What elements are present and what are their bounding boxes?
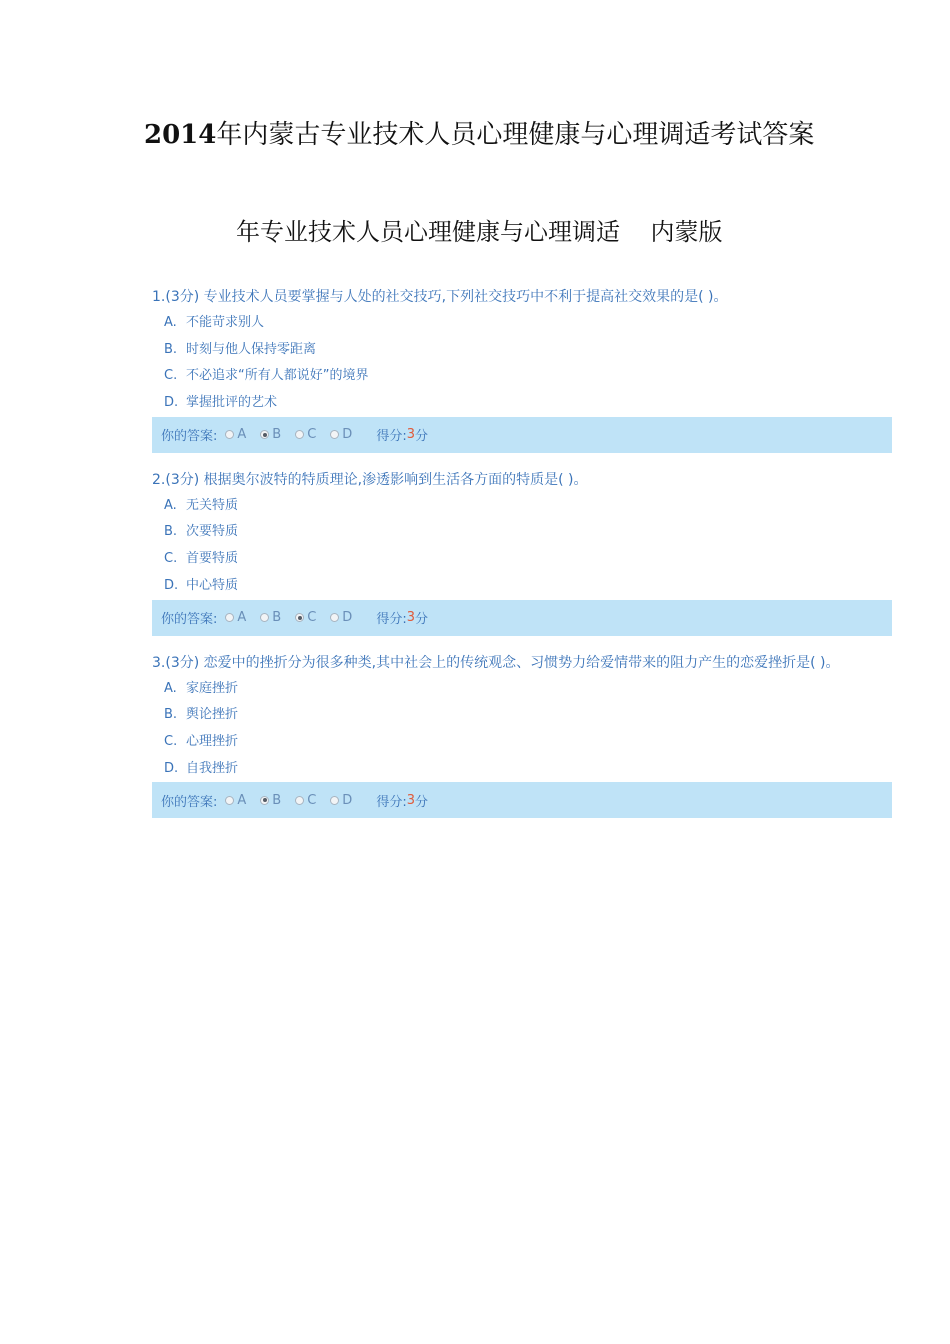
choice-letter: A (237, 792, 247, 808)
radio-button[interactable] (330, 796, 339, 805)
score-value: 3 (406, 610, 415, 625)
radio-button[interactable] (295, 613, 304, 622)
score-value: 3 (406, 427, 415, 443)
score-unit: 分 (414, 612, 428, 627)
answer-label: 你的答案: (161, 612, 218, 627)
option-item (164, 363, 906, 390)
option-item (164, 702, 906, 729)
option-letter: B. (164, 341, 178, 357)
document-subtitle: 年专业技术人员心理健康与心理调适 内蒙版 (236, 218, 723, 246)
answer-choice-a[interactable] (225, 793, 246, 808)
choice-letter: B (272, 610, 282, 625)
radio-button[interactable] (295, 796, 304, 805)
answer-choice-d[interactable] (330, 793, 352, 808)
option-text: 心理挫折 (186, 733, 239, 749)
answer-choice-c[interactable] (295, 793, 316, 808)
option-list (152, 676, 906, 783)
answer-choice-d[interactable] (330, 610, 352, 625)
option-item (164, 546, 906, 573)
option-letter: D. (164, 577, 179, 593)
choice-letter: D (342, 610, 353, 625)
option-text: 舆论挫折 (186, 707, 239, 723)
answer-choice-b[interactable] (260, 427, 281, 442)
option-item (164, 729, 906, 756)
option-item (164, 573, 906, 600)
option-letter: A. (164, 680, 177, 696)
radio-button[interactable] (330, 430, 339, 439)
question-text: 3.(3分) 恋爱中的挫折分为很多种类,其中社会上的传统观念、习惯势力给爱情带来的阻力产生的恋爱挫折是( )。 (152, 654, 840, 671)
option-text: 无关特质 (186, 497, 239, 513)
score-label: 得分: (376, 429, 407, 445)
option-letter: A. (164, 315, 177, 330)
option-text: 中心特质 (186, 577, 239, 593)
option-item (164, 390, 906, 417)
answer-choice-a[interactable] (225, 610, 246, 625)
score-label: 得分: (376, 612, 407, 627)
answer-radio-group (225, 610, 366, 625)
score-unit: 分 (414, 429, 428, 445)
radio-button[interactable] (225, 430, 234, 439)
option-item (164, 310, 906, 337)
answer-radio-group (225, 427, 366, 442)
option-item (164, 519, 906, 546)
choice-letter: C (307, 792, 317, 808)
answer-label: 你的答案: (161, 794, 218, 810)
option-item (164, 337, 906, 364)
document-title (144, 110, 824, 160)
option-letter: B. (164, 707, 178, 723)
document-title-year: 2014 (144, 120, 217, 150)
choice-letter: B (272, 427, 282, 443)
option-item (164, 756, 906, 783)
radio-button[interactable] (260, 613, 269, 622)
choice-letter: C (307, 610, 317, 625)
radio-button[interactable] (330, 613, 339, 622)
question-2 (152, 467, 906, 636)
option-text: 家庭挫折 (186, 680, 239, 696)
option-item (164, 676, 906, 703)
choice-letter: D (342, 427, 353, 443)
answer-label: 你的答案: (161, 429, 218, 445)
answer-radio-group (225, 793, 366, 808)
answer-bar (152, 600, 892, 636)
radio-button[interactable] (260, 430, 269, 439)
answer-choice-a[interactable] (225, 427, 246, 442)
option-list (152, 493, 906, 600)
choice-letter: D (342, 792, 353, 808)
option-text: 时刻与他人保持零距离 (186, 341, 317, 357)
answer-choice-b[interactable] (260, 793, 281, 808)
choice-letter: C (307, 427, 317, 443)
option-text: 不必追求“所有人都说好”的境界 (186, 368, 369, 384)
answer-choice-c[interactable] (295, 427, 316, 442)
radio-button[interactable] (260, 796, 269, 805)
option-text: 掌握批评的艺术 (186, 395, 278, 411)
option-list (152, 310, 906, 417)
option-text: 自我挫折 (186, 760, 239, 776)
question-1 (152, 284, 906, 453)
option-letter: C. (164, 368, 178, 384)
score-value: 3 (406, 792, 415, 808)
option-letter: D. (164, 395, 179, 411)
radio-button[interactable] (225, 613, 234, 622)
radio-button[interactable] (295, 430, 304, 439)
answer-choice-d[interactable] (330, 427, 352, 442)
answer-choice-b[interactable] (260, 610, 281, 625)
choice-letter: A (237, 610, 247, 625)
document-title-text: 年内蒙古专业技术人员心理健康与心理调适考试答案 (216, 120, 815, 150)
option-item (164, 493, 906, 520)
choice-letter: B (272, 792, 282, 808)
option-letter: A. (164, 497, 177, 513)
answer-choice-c[interactable] (295, 610, 316, 625)
question-3 (152, 650, 906, 819)
answer-bar (152, 417, 892, 453)
question-text: 1.(3分) 专业技术人员要掌握与人处的社交技巧,下列社交技巧中不利于提高社交效果的是( )。 (152, 289, 728, 305)
option-letter: C. (164, 551, 178, 567)
score-label: 得分: (376, 794, 407, 810)
choice-letter: A (237, 427, 247, 443)
option-letter: D. (164, 760, 179, 776)
option-letter: C. (164, 733, 178, 749)
question-text: 2.(3分) 根据奥尔波特的特质理论,渗透影响到生活各方面的特质是( )。 (152, 471, 588, 488)
option-text: 次要特质 (186, 524, 239, 540)
quiz-panel (152, 284, 906, 832)
option-letter: B. (164, 524, 178, 540)
option-text: 不能苛求别人 (186, 315, 265, 330)
answer-bar (152, 782, 892, 818)
option-text: 首要特质 (186, 551, 239, 567)
score-unit: 分 (414, 794, 428, 810)
radio-button[interactable] (225, 796, 234, 805)
